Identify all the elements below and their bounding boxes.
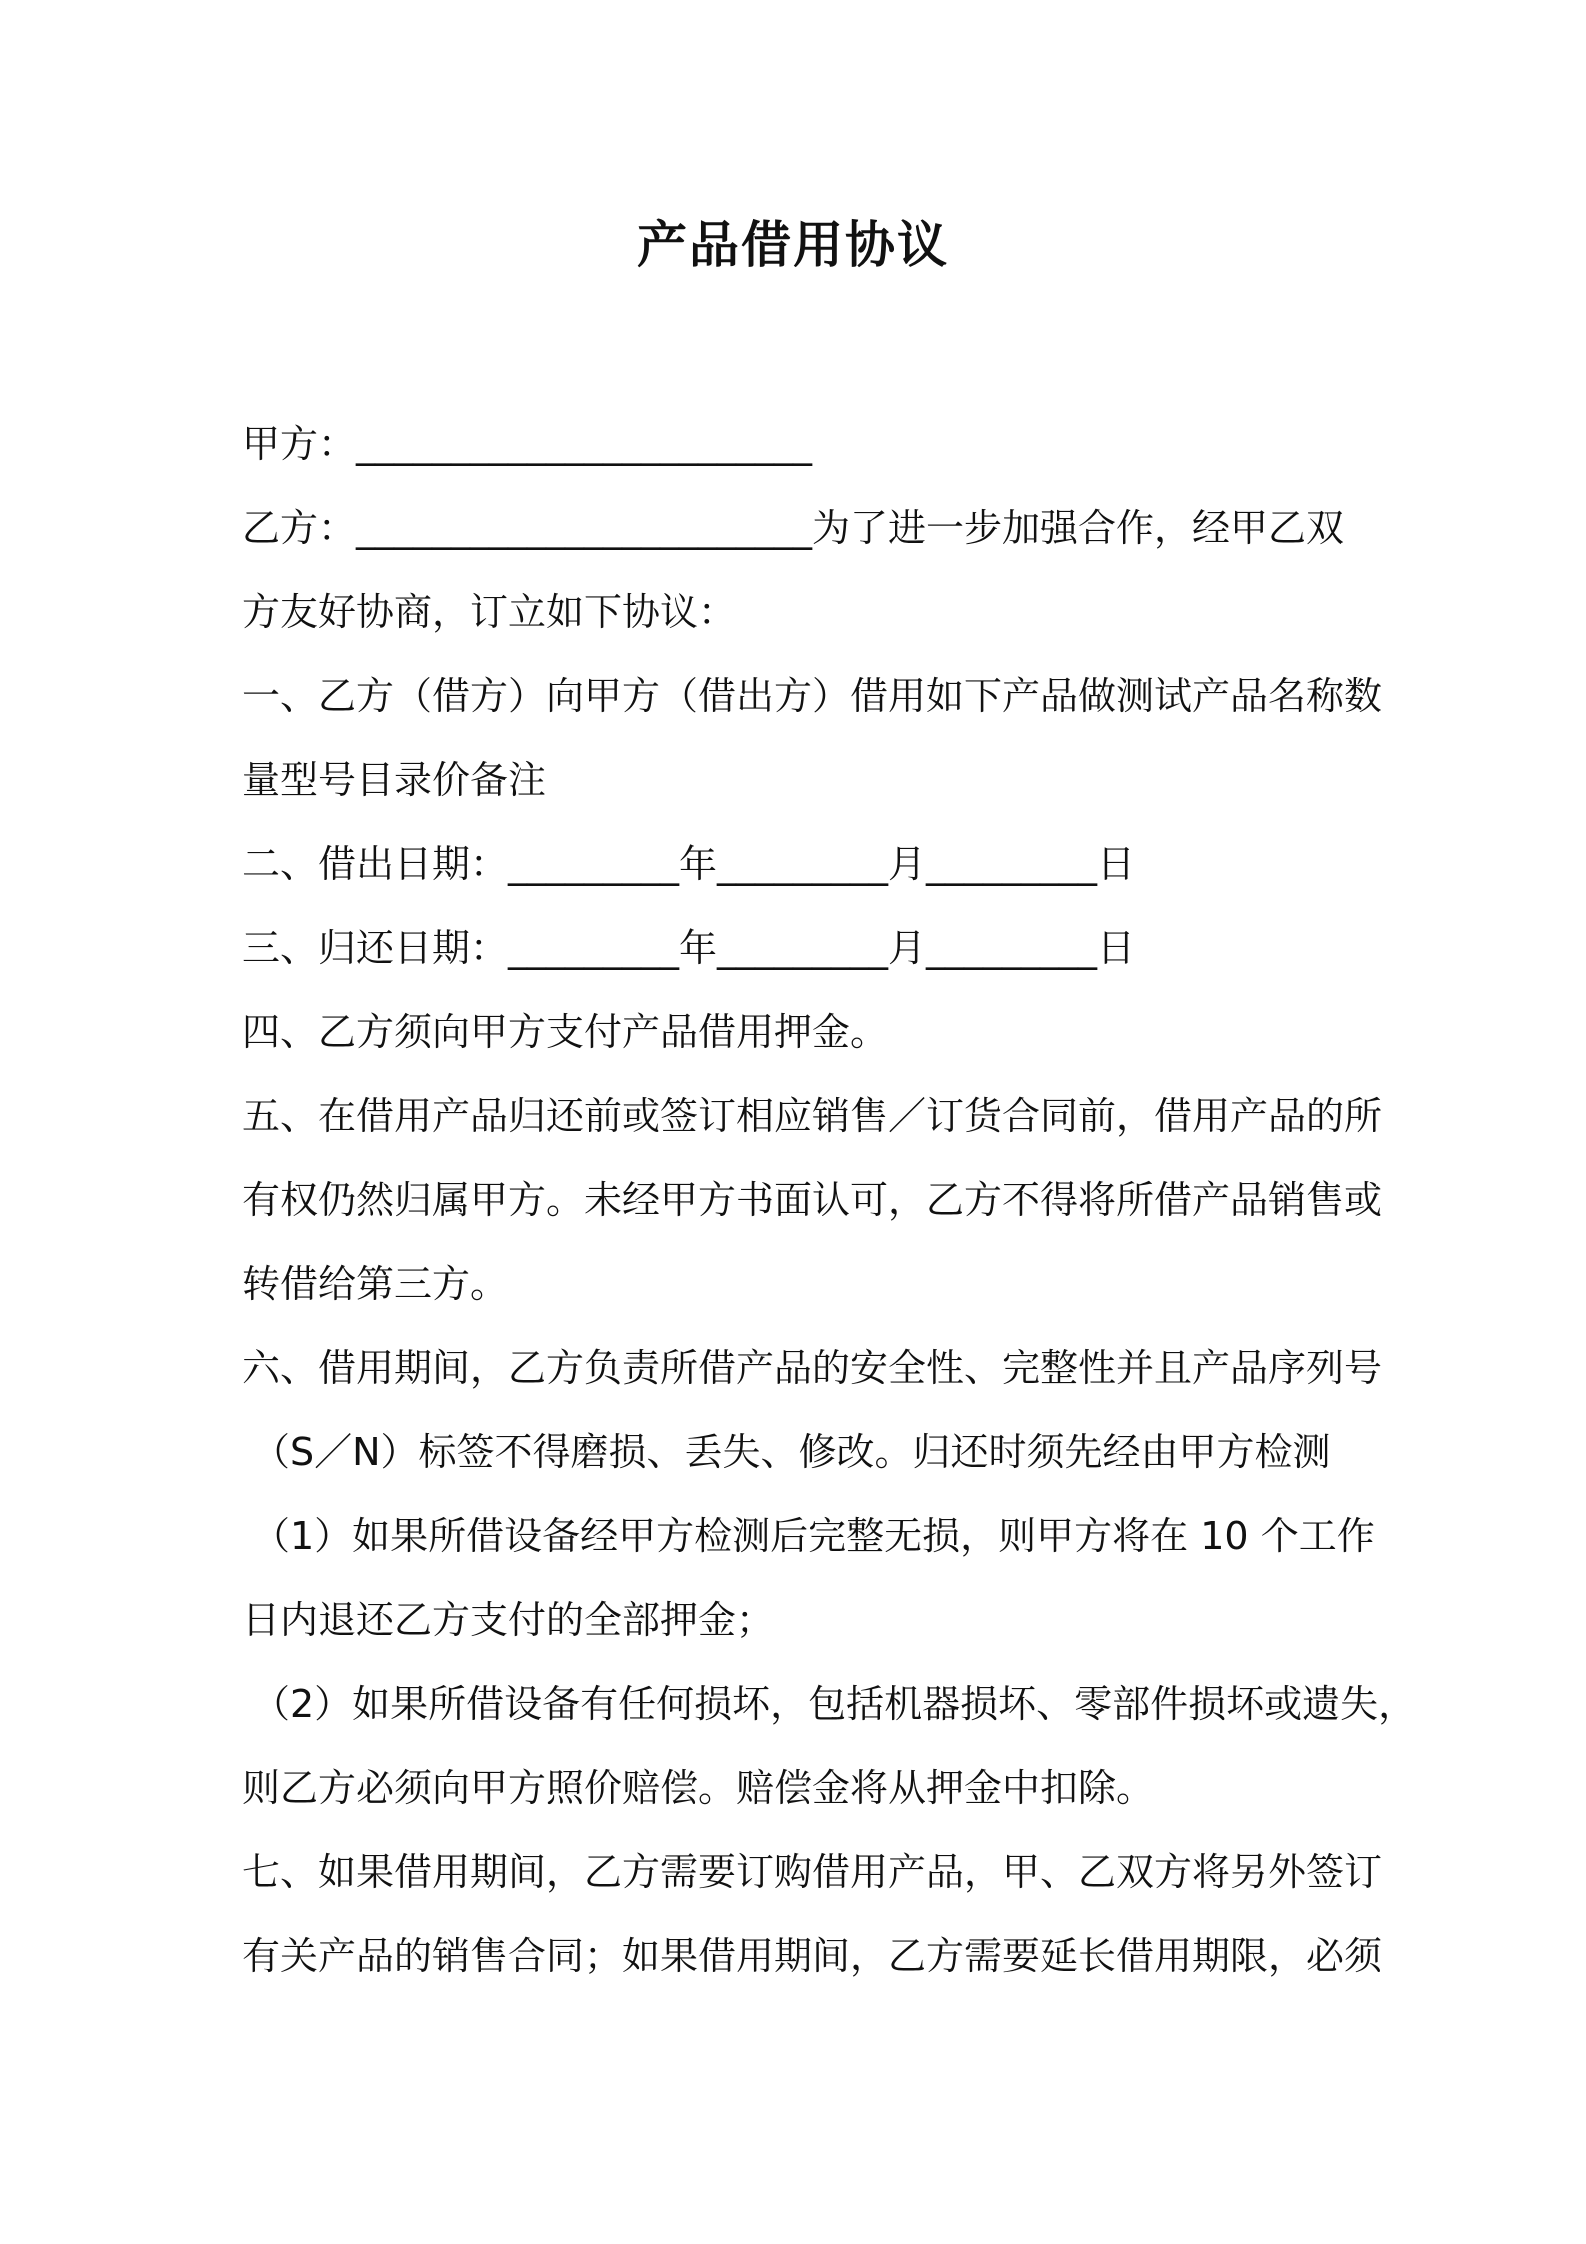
clause-5-line-2: 有权仍然归属甲方。未经甲方书面认可，乙方不得将所借产品销售或 <box>242 1178 1383 1222</box>
clause-6-item-1-line-2: 日内退还乙方支付的全部押金； <box>242 1598 775 1642</box>
clause-5-line-3: 转借给第三方。 <box>242 1262 509 1306</box>
clause-1-line-1: 一、乙方（借方）向甲方（借出方）借用如下产品做测试产品名称数 <box>242 674 1383 718</box>
clause-3-line: 三、归还日期：_________年_________月_________日 <box>242 926 1136 970</box>
document-title: 产品借用协议 <box>637 216 949 274</box>
clause-2-line: 二、借出日期：_________年_________月_________日 <box>242 842 1136 886</box>
clause-6-item-2-line-2: 则乙方必须向甲方照价赔偿。赔偿金将从押金中扣除。 <box>242 1766 1155 1810</box>
party-a-line: 甲方：________________________ <box>242 422 813 466</box>
clause-6-line-2: （S／N）标签不得磨损、丢失、修改。归还时须先经由甲方检测 <box>252 1430 1331 1474</box>
intro-line: 方友好协商，订立如下协议： <box>242 590 737 634</box>
clause-7-line-1: 七、如果借用期间，乙方需要订购借用产品，甲、乙双方将另外签订 <box>242 1850 1383 1894</box>
clause-6-line-1: 六、借用期间，乙方负责所借产品的安全性、完整性并且产品序列号 <box>242 1346 1383 1390</box>
document-body <box>242 402 1417 1998</box>
clause-6-item-1-line-1: （1）如果所借设备经甲方检测后完整无损，则甲方将在 10 个工作 <box>252 1514 1375 1558</box>
party-b-line: 乙方：________________________为了进一步加强合作，经甲乙双 <box>242 506 1345 550</box>
clause-7-line-2: 有关产品的销售合同；如果借用期间，乙方需要延长借用期限，必须 <box>242 1934 1383 1978</box>
clause-4-line: 四、乙方须向甲方支付产品借用押金。 <box>242 1010 889 1054</box>
clause-6-item-2-line-1: （2）如果所借设备有任何损坏，包括机器损坏、零部件损坏或遗失， <box>252 1682 1417 1726</box>
clause-1-line-2: 量型号目录价备注 <box>242 758 547 802</box>
clause-5-line-1: 五、在借用产品归还前或签订相应销售／订货合同前，借用产品的所 <box>242 1094 1383 1138</box>
